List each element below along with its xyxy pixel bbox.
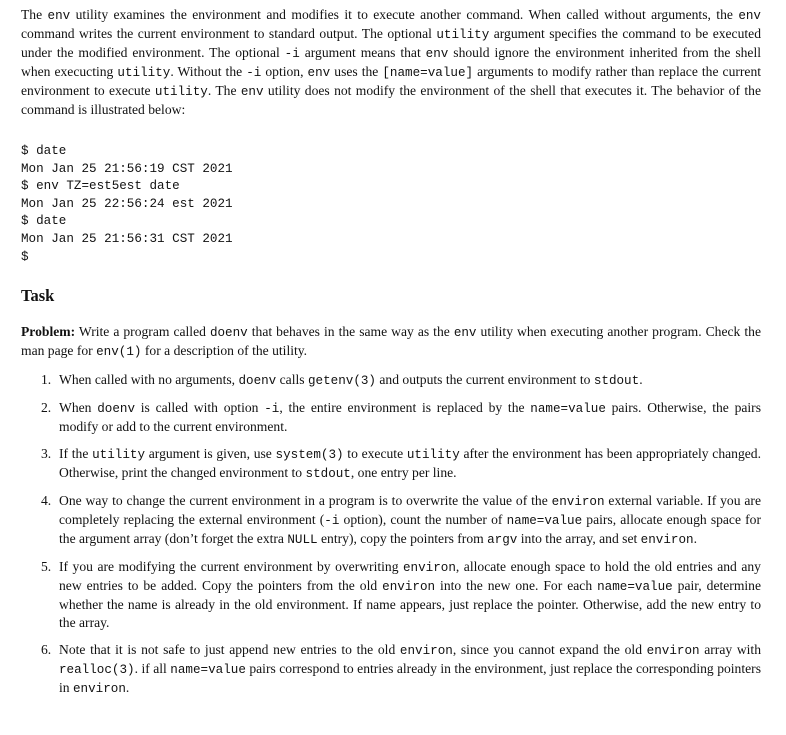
task-list: [21, 371, 761, 698]
text-run: and outputs the current environment to: [376, 372, 594, 388]
inline-code: doenv: [209, 326, 248, 341]
code-example: [21, 143, 761, 266]
text-run: pairs, allocate enough space for the argument array (don’t forget the extra: [59, 512, 761, 547]
inline-code: environ: [640, 533, 694, 548]
text-run: .: [639, 372, 643, 388]
text-run: . if all: [134, 661, 171, 677]
text-run: pairs. Otherwise, the pairs modify or add to the current environment.: [59, 400, 761, 435]
task-heading: Task: [21, 286, 55, 306]
list-item: [21, 492, 761, 549]
text-run: If the: [59, 446, 93, 462]
text-run: into the array, and set: [517, 531, 641, 547]
problem-text: [21, 324, 761, 358]
inline-code: env(1): [96, 345, 142, 360]
inline-code: stdout: [593, 374, 640, 389]
inline-code: -i: [246, 66, 262, 80]
text-run: The: [21, 7, 48, 22]
text-run: argument specifies the command to be executed under the modified environment. The optional: [21, 26, 761, 60]
text-run: , since you cannot expand the old: [452, 642, 647, 658]
text-run: utility does not modify the environment of the shell that executes it. The behavior of the command is illustrated below:: [21, 83, 761, 117]
text-run: should ignore the environment inherited from the shell when execucting: [21, 45, 761, 79]
list-item: [21, 558, 761, 632]
list-item: [21, 399, 761, 436]
problem-label: Problem:: [21, 324, 76, 340]
list-item-number: 1.: [41, 372, 52, 388]
list-item-number: 3.: [41, 446, 52, 462]
list-item-number: 5.: [41, 559, 52, 575]
inline-code: env: [47, 9, 71, 23]
text-run: into the new one. For each: [435, 578, 598, 594]
text-run: When: [59, 400, 98, 416]
inline-code: argv: [487, 533, 518, 548]
inline-code: env: [425, 47, 449, 61]
list-item: [21, 371, 761, 390]
code-line: $ date: [21, 214, 67, 229]
text-run: . Without the: [170, 64, 247, 79]
inline-code: environ: [72, 682, 126, 697]
text-run: for a description of the utility.: [141, 343, 308, 359]
text-run: .: [693, 531, 697, 547]
code-line: $ date: [21, 144, 67, 158]
inline-code: name=value: [170, 663, 246, 678]
inline-code: getenv(3): [307, 374, 376, 389]
inline-code: env: [738, 9, 761, 23]
inline-code: -i: [264, 402, 280, 417]
inline-code: name=value: [506, 514, 583, 529]
text-run: . The: [207, 83, 241, 98]
list-item-number: 4.: [41, 493, 52, 509]
inline-code: environ: [551, 495, 605, 510]
inline-code: environ: [382, 580, 436, 595]
code-line: $ env TZ=est5est date: [21, 179, 180, 194]
inline-code: realloc(3): [59, 663, 135, 678]
inline-code: environ: [646, 644, 700, 659]
text-run: pairs correspond to entries already in the environment, just replace the corresponding pointers in: [59, 661, 761, 696]
inline-code: system(3): [275, 448, 344, 463]
problem-statement: [21, 323, 761, 361]
text-run: , allocate enough space to hold the old entries and any new entries to be added. Copy the pointers from the old: [59, 559, 761, 594]
inline-code: utility: [92, 448, 146, 463]
inline-code: [name=value]: [382, 66, 474, 80]
text-run: .: [125, 680, 130, 696]
inline-code: utility: [154, 85, 208, 99]
text-run: pair, determine whether the name is already in the old environment. If name appears, just replace the pointer. Otherwise, add the new entry to the array.: [59, 578, 761, 631]
list-item-number: 6.: [41, 642, 52, 658]
text-run: If you are modifying the current environment by overwriting: [59, 559, 403, 575]
list-item: [21, 641, 761, 698]
text-run: When called with no arguments,: [59, 372, 239, 388]
code-line: $: [21, 249, 29, 264]
inline-code: name=value: [597, 580, 673, 595]
inline-code: environ: [403, 561, 456, 576]
text-run: Write a program called: [75, 324, 210, 340]
text-run: argument means that: [299, 45, 426, 60]
inline-code: doenv: [97, 402, 136, 417]
inline-code: utility: [436, 28, 490, 42]
text-run: after the environment has been appropriately changed. Otherwise, print the changed environment to: [59, 446, 761, 481]
document-page: [21, 6, 761, 707]
text-run: that behaves in the same way as the: [247, 324, 454, 340]
inline-code: utility: [406, 448, 460, 463]
text-run: option,: [261, 64, 308, 79]
inline-code: doenv: [238, 374, 277, 389]
inline-code: -i: [324, 514, 340, 529]
text-run: entry), copy the pointers from: [317, 531, 488, 547]
text-run: uses the: [330, 64, 383, 79]
text-run: , one entry per line.: [350, 465, 457, 481]
inline-code: name=value: [530, 402, 606, 417]
inline-code: env: [240, 85, 264, 99]
inline-code: utility: [117, 66, 171, 80]
inline-code: -i: [284, 47, 300, 61]
text-run: utility examines the environment and modifies it to execute another command. When called without arguments, the: [70, 7, 739, 22]
code-line: Mon Jan 25 21:56:31 CST 2021: [21, 231, 233, 246]
text-run: Note that it is not safe to just append new entries to the old: [59, 642, 400, 658]
text-run: calls: [276, 372, 308, 388]
text-run: option), count the number of: [339, 512, 507, 528]
text-run: , the entire environment is replaced by the: [279, 400, 531, 416]
text-run: to execute: [343, 446, 407, 462]
list-item-number: 2.: [41, 400, 52, 416]
intro-paragraph: [21, 6, 761, 119]
list-item: [21, 445, 761, 483]
text-run: external variable. If you are completely replacing the external environment (: [59, 493, 761, 528]
code-line: Mon Jan 25 21:56:19 CST 2021: [21, 161, 233, 176]
text-run: command writes the current environment to standard output. The optional: [21, 26, 437, 41]
inline-code: environ: [399, 644, 453, 659]
inline-code: env: [307, 66, 331, 80]
text-run: One way to change the current environment in a program is to overwrite the value of the: [59, 493, 552, 509]
inline-code: env: [453, 326, 477, 341]
text-run: is called with option: [135, 400, 265, 416]
text-run: argument is given, use: [145, 446, 276, 462]
inline-code: NULL: [287, 533, 318, 548]
text-run: arguments to modify rather than replace the current environment to execute: [21, 64, 762, 98]
code-line: Mon Jan 25 22:56:24 est 2021: [21, 196, 233, 211]
text-run: utility when executing another program. Check the man page for: [21, 324, 761, 359]
text-run: array with: [699, 642, 761, 658]
inline-code: stdout: [305, 467, 351, 482]
